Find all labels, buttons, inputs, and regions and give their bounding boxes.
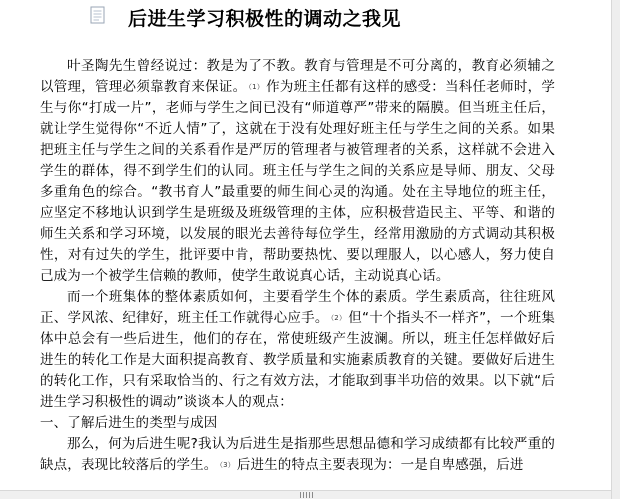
document-title: 后进生学习积极性的调动之我见 — [128, 8, 402, 30]
paragraph-text: 叶圣陶先生曾经说过：教是为了不教。教育与管理是不可分离的，教育必须辅之以管理，管理必须靠教育来保证。 — [40, 58, 555, 95]
paragraph-2 — [40, 287, 555, 413]
paragraph-text: 后进生的特点主要表现为：一是自卑感强，后进 — [236, 457, 524, 473]
vertical-scrollbar[interactable] — [611, 0, 620, 499]
document-icon — [90, 6, 106, 24]
paragraph-3 — [40, 434, 555, 476]
paragraph-text: 而一个班集体的整体素质如何，主要看学生个体的素质。学生素质高，往往班风正、学风浓、纪律好，班主任工作就得心应手。 — [40, 289, 555, 326]
citation-marker: （3） — [219, 461, 235, 469]
horizontal-scrollbar[interactable] — [0, 490, 611, 499]
scroll-grip-icon[interactable] — [300, 492, 314, 498]
paragraph-text: 那么，何为后进生呢?我认为后进生是指那些思想品德和学习成绩都有比较严重的缺点，表现比较落后的学生。 — [40, 436, 555, 473]
citation-marker: （2） — [330, 314, 347, 322]
citation-marker: （1） — [248, 83, 265, 91]
section-heading: 一、了解后进生的类型与成因 — [40, 415, 218, 431]
paragraph-text: 但“十个指头不一样齐”，一个班集体中总会有一些后进生，他们的存在，常使班级产生波澜。所以，班主任怎样做好后进生的转化工作是大面积提高教育、教学质量和实施素质教育的关键。要做好后进生的转化工作，只有采取恰当的、行之有效方法，才能取到事半功倍的效果。以下就“后进生学习积极性的调动”谈谈本人的观点： — [40, 310, 556, 410]
document-body — [40, 56, 555, 476]
paragraph-1 — [40, 56, 555, 287]
paragraph-text: 作为班主任都有这样的感受：当科任老师时，学生与你“打成一片”，老师与学生之间已没有“师道尊严”带来的隔膜。但当班主任后，就让学生觉得你“不近人情”了，这就在于没有处理好班主任与学生之间的关系。如果把班主任与学生之间的关系看作是严厉的管理者与被管理者的关系，这样就不会进入学生的群体，得不到学生们的认同。班主任与学生之间的关系应是导师、朋友、父母多重角色的综合。“教书育人”最重要的师生间心灵的沟通。处在主导地位的班主任，应坚定不移地认识到学生是班级及班级管理的主体，应积极营造民主、平等、和谐的师生关系和学习环境，以发展的眼光去善待每位学生，经常用激励的方式调动其积极性，对有过失的学生，批评要中肯，帮助要热忱、要以理服人，以心感人，努力使自己成为一个被学生信赖的教师，使学生敢说真心话，主动说真心话。 — [40, 79, 555, 284]
